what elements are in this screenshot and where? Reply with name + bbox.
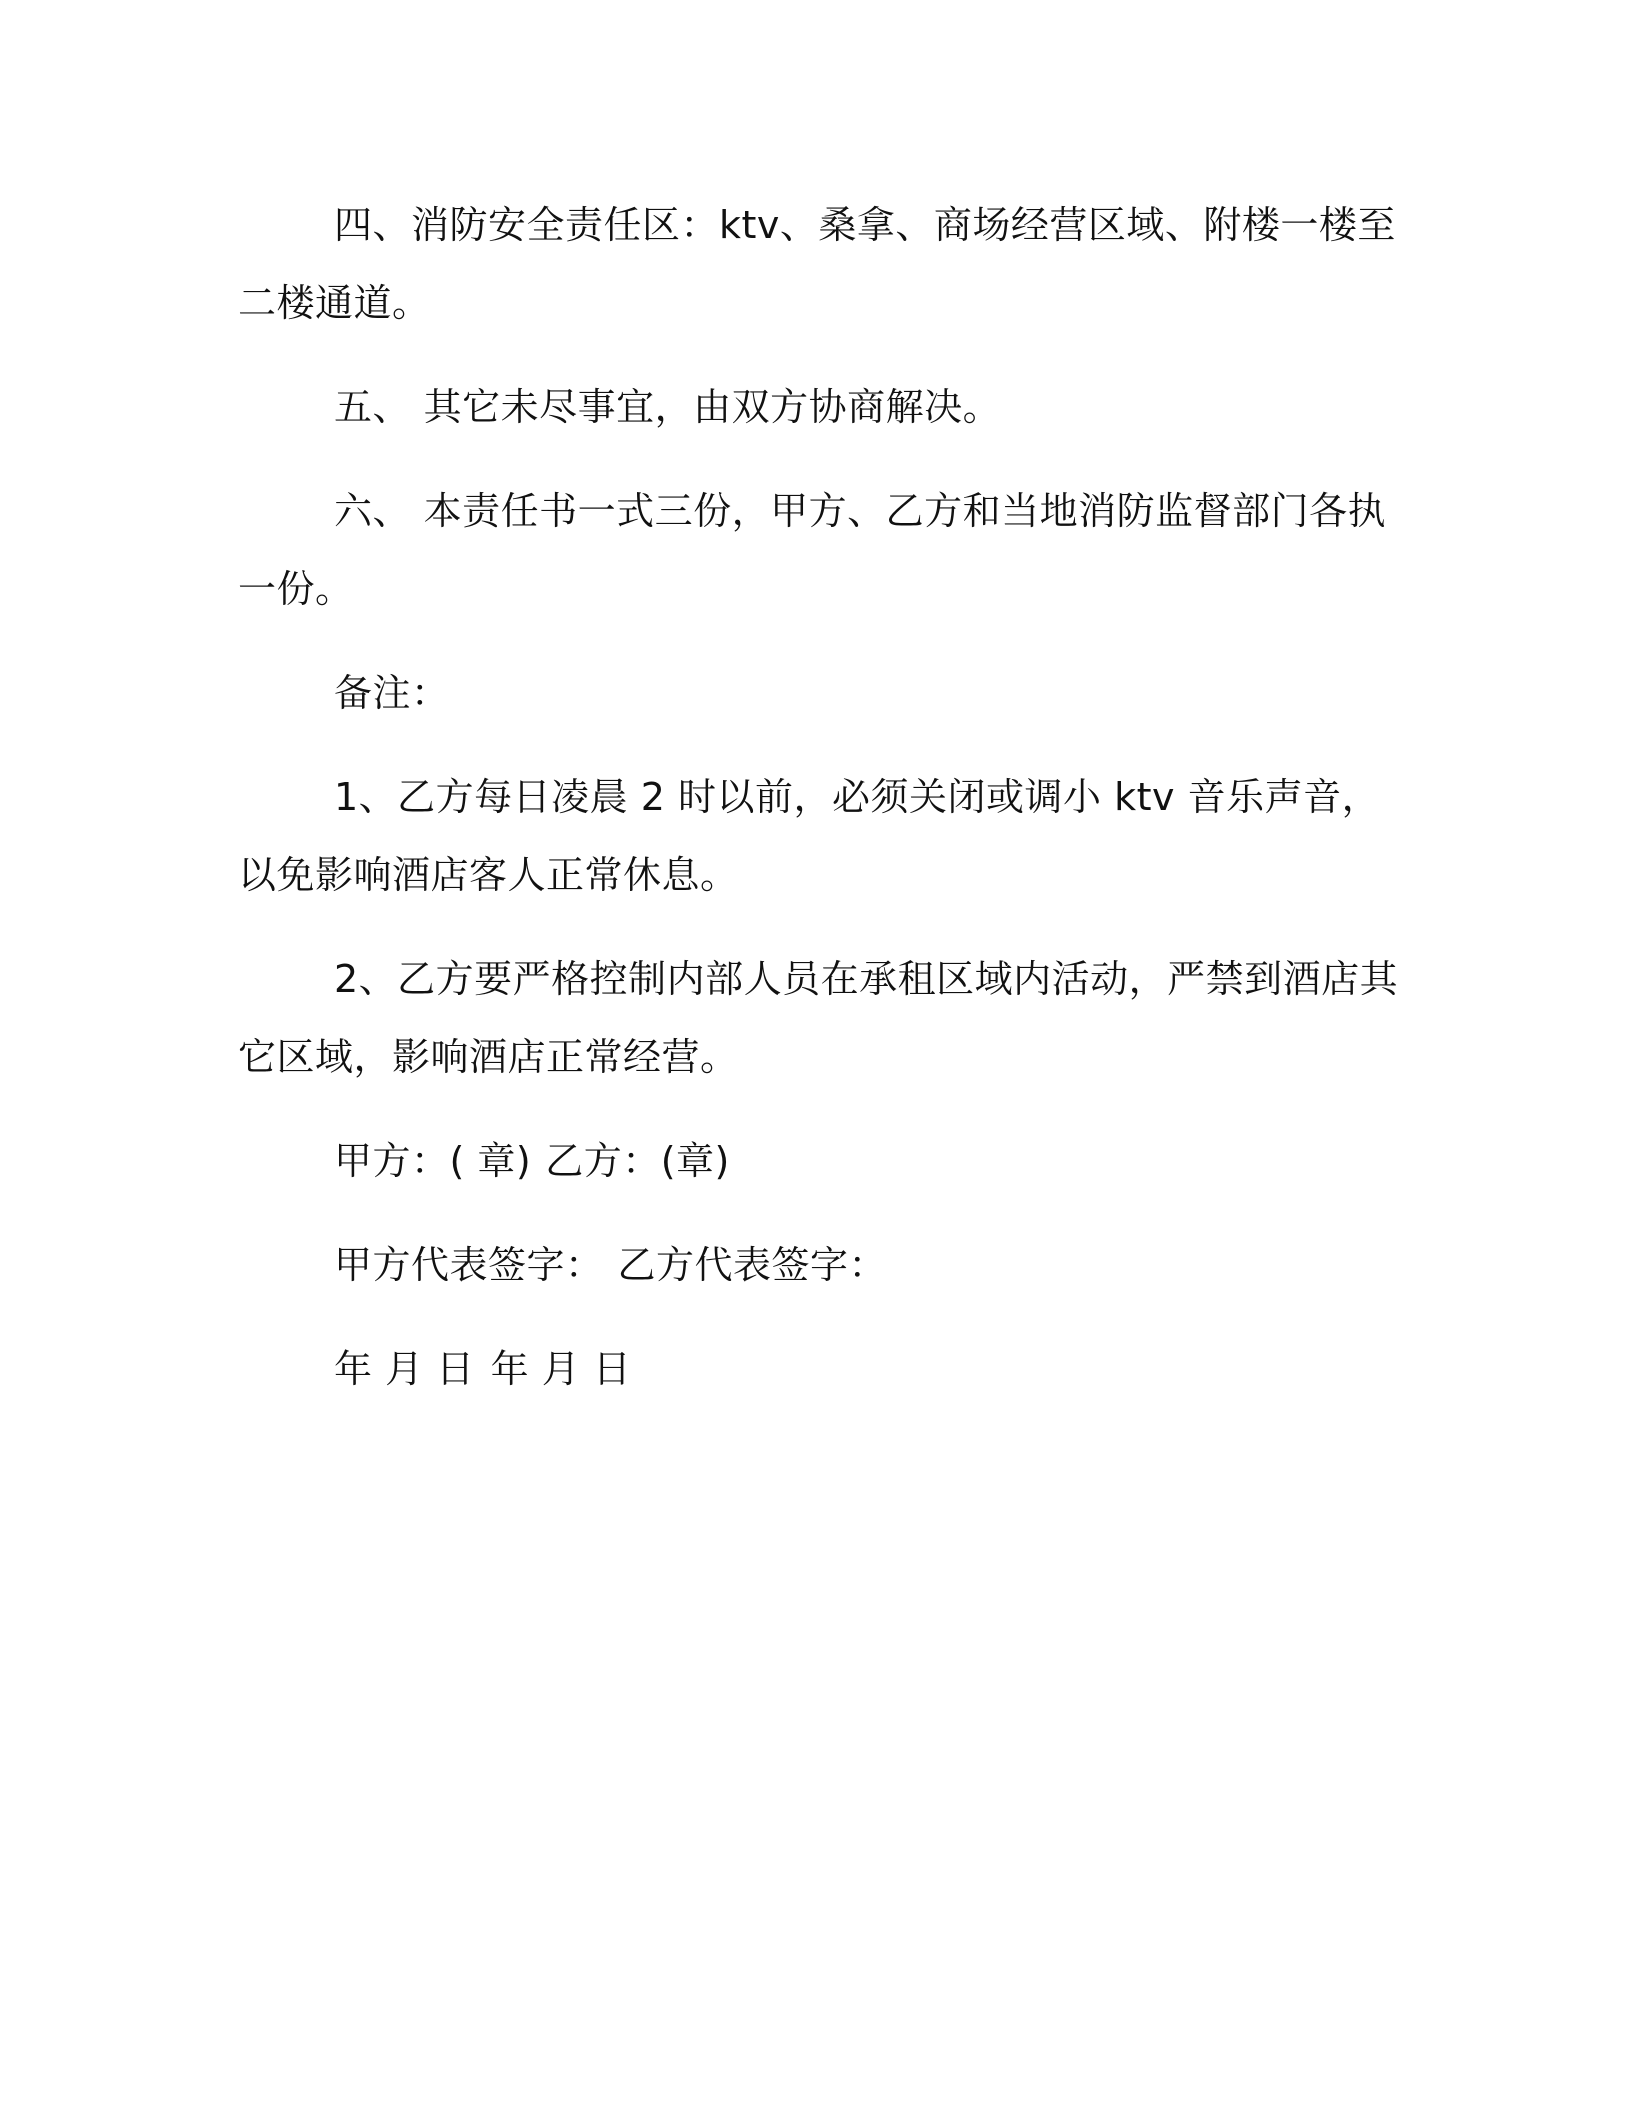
party-b-signature-label: 乙方代表签字：	[617, 1243, 888, 1287]
remarks-heading: 备注：	[334, 671, 450, 715]
clause-six: 六、 本责任书一式三份，甲方、乙方和当地消防监督部门各执一份。	[238, 489, 1387, 611]
seal-line	[238, 1122, 1408, 1200]
party-a-seal: 甲方：( 章)	[334, 1139, 532, 1183]
remark-two: 2、乙方要严格控制内部人员在承租区域内活动，严禁到酒店其它区域，影响酒店正常经营。	[238, 957, 1399, 1079]
clause-five: 五、 其它未尽事宜，由双方协商解决。	[334, 385, 1002, 429]
party-b-date: 年 月 日	[490, 1347, 632, 1391]
remark-one: 1、乙方每日凌晨 2 时以前，必须关闭或调小 ktv 音乐声音，以免影响酒店客人正常休息。	[238, 775, 1381, 897]
document-body	[238, 186, 1408, 1434]
clause-four: 四、消防安全责任区：ktv、桑拿、商场经营区域、附楼一楼至二楼通道。	[238, 203, 1396, 325]
representative-signature-line	[238, 1226, 1408, 1304]
party-b-seal: 乙方：(章)	[545, 1139, 730, 1183]
party-a-signature-label: 甲方代表签字：	[334, 1243, 604, 1287]
party-a-date: 年 月 日	[334, 1347, 475, 1391]
date-line	[238, 1330, 1408, 1408]
